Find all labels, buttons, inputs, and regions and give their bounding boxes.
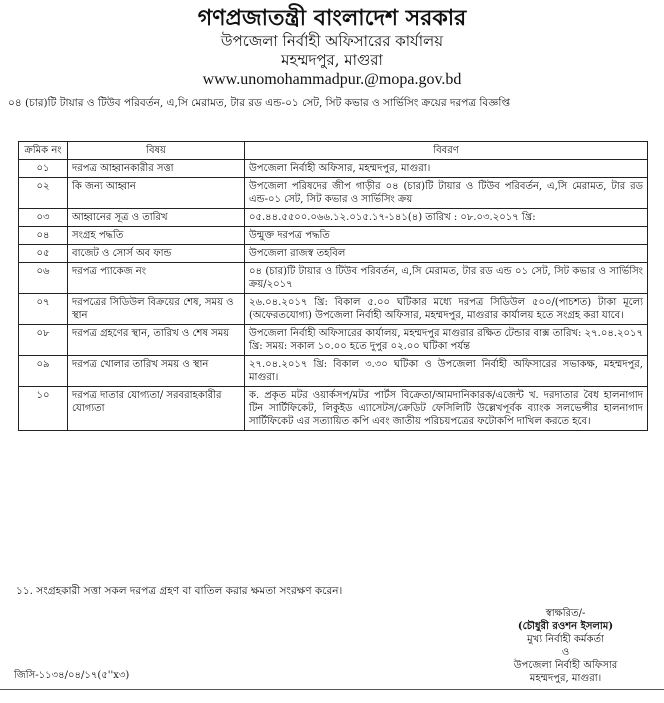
row-detail: ০৫.৪৪.৫৫০০.০৬৬.১২.০১৫.১৭-১৪১(৪) তারিখ : ০৮.০৩.২০১৭ খ্রি: [245, 209, 648, 227]
header-serial: ক্রমিক নং [19, 142, 68, 160]
footnote: ১১. সংগ্রহকারী সত্তা সকল দরপত্র গ্রহণ বা বাতিল করার ক্ষমতা সংরক্ষণ করেন। [16, 585, 343, 597]
signed-label: স্বাক্ষরিত/- [545, 608, 586, 619]
table-row [19, 160, 648, 178]
office-name: উপজেলা নির্বাহী অফিসারের কার্যালয় [220, 32, 444, 50]
row-serial: ০৬ [19, 263, 68, 294]
row-serial: ০৩ [19, 209, 68, 227]
table-row [19, 387, 648, 431]
signature-block [478, 607, 653, 685]
row-subject: কি জন্য আহ্বান [68, 178, 245, 209]
bottom-divider [0, 689, 664, 690]
row-subject: সংগ্রহ পদ্ধতি [68, 227, 245, 245]
signatory-name: (চৌধুরী রওশন ইসলাম) [517, 621, 614, 632]
row-detail: উপজেলা নির্বাহী অফিসারের কার্যালয়, মহম্মদপুর মাগুরার রক্ষিত টেন্ডার বাক্স তারিখ: ২৭.০৪.২০১৭ খ্রি: সময়: সকাল ১০.০০ হতে দুপুর ০২.০০ ঘটিকা পর্যন্ত [245, 325, 648, 356]
row-detail: উপজেলা পরিষদের জীপ গাড়ীর ০৪ (চার)টি টায়ার ও টিউব পরিবর্তন, এ,সি মেরামত, টার রড এন্ড-০১ সেট, সিট কভার ও সার্ভিসিং ক্রয় [245, 178, 648, 209]
header-subject: বিষয় [68, 142, 245, 160]
row-detail: ক. প্রকৃত মটর ওয়ার্কসপ/মটর পার্টস বিক্রেতা/আমদানিকারক/এজেন্ট খ. দরদাতার বৈধ হালনাগাদ টিন সার্টিফিকেট, লিকুইড এ্যাসেটস/ক্রেডিট ফেসিলিটি উল্লেখপূর্বক ব্যাংক সলভেন্সীর হালনাগাদ সার্টিফিকেট এর সত্যায়িত কপি এবং জাতীয় পরিচয়পত্রের ফটোকপি দাখিল করতে হবে। [245, 387, 648, 431]
table-header-row [19, 142, 648, 160]
row-detail: উন্মুক্ত দরপত্র পদ্ধতি [245, 227, 648, 245]
table-row [19, 227, 648, 245]
signatory-place: মহম্মদপুর, মাগুরা। [529, 673, 602, 684]
table-row [19, 209, 648, 227]
row-detail: ২৬.০৪.২০১৭ খ্রি: বিকাল ৫.০০ ঘটিকার মধ্যে দরপত্র সিডিউল ৫০০/(পাচশত) টাকা মূল্যে (অফেরতযোগ্য) উপজেলা নির্বাহী অফিসার, মহম্মদপুর, মাগুরার কার্যালয় হতে সংগ্রহ করা যাবে। [245, 294, 648, 325]
table-row [19, 356, 648, 387]
row-subject: আহ্বানের সূত্র ও তারিখ [68, 209, 245, 227]
row-detail: উপজেলা রাজস্ব তহবিল [245, 245, 648, 263]
office-location: মহম্মদপুর, মাগুরা [281, 51, 383, 69]
row-serial: ০২ [19, 178, 68, 209]
government-title: গণপ্রজাতন্ত্রী বাংলাদেশ সরকার [197, 5, 467, 31]
table-row [19, 178, 648, 209]
row-serial: ০১ [19, 160, 68, 178]
row-subject: দরপত্র প্যাকেজ নং [68, 263, 245, 294]
signatory-designation-2: উপজেলা নির্বাহী অফিসার [513, 660, 618, 671]
row-serial: ০৪ [19, 227, 68, 245]
row-subject: বাজেট ও সোর্স অব ফান্ড [68, 245, 245, 263]
row-subject: দরপত্র খোলার তারিখ সময় ও স্থান [68, 356, 245, 387]
row-serial: ০৮ [19, 325, 68, 356]
and-text: ও [561, 647, 570, 658]
row-serial: ০৫ [19, 245, 68, 263]
row-subject: দরপত্র দাতার যোগ্যতা/ সরবরাহকারীর যোগ্যতা [68, 387, 245, 431]
table-row [19, 245, 648, 263]
reference-code: জিসি-১১৩৪/০৪/১৭(৫''x৩) [14, 670, 130, 681]
row-subject: দরপত্র গ্রহণের স্থান, তারিখ ও শেষ সময় [68, 325, 245, 356]
signatory-designation: মুখ্য নির্বাহী কর্মকর্তা [527, 634, 604, 645]
table-row [19, 325, 648, 356]
notice-subject: ০৪ (চার)টি টায়ার ও টিউব পরিবর্তন, এ,সি মেরামত, টার রড এন্ড-০১ সেট, সিট কভার ও সার্ভিসিং ক্রয়ের দরপত্র বিজ্ঞপ্তি [8, 97, 510, 109]
row-serial: ০৯ [19, 356, 68, 387]
row-detail: ২৭.০৪.২০১৭ খ্রি: বিকাল ৩.৩০ ঘটিকা ও উপজেলা নির্বাহী অফিসারের সভাকক্ষ, মহম্মদপুর, মাগুরা। [245, 356, 648, 387]
row-serial: ০৭ [19, 294, 68, 325]
table-row [19, 263, 648, 294]
website: www.unomohammadpur.@mopa.gov.bd [202, 71, 462, 88]
row-subject: দরপত্রের সিডিউল বিক্রয়ের শেষ, সময় ও স্থান [68, 294, 245, 325]
row-detail: উপজেলা নির্বাহী অফিসার, মহম্মদপুর, মাগুরা। [245, 160, 648, 178]
header [0, 4, 664, 90]
tender-table [18, 141, 648, 431]
row-serial: ১০ [19, 387, 68, 431]
table-row [19, 294, 648, 325]
header-detail: বিবরণ [245, 142, 648, 160]
row-subject: দরপত্র আহ্বানকারীর সত্তা [68, 160, 245, 178]
tender-notice-page [0, 4, 664, 703]
row-detail: ০৪ (চার)টি টায়ার ও টিউব পরিবর্তন, এ,সি মেরামত, টার রড এন্ড ০১ সেট, সিট কভার ও সার্ভিসিং ক্রয়/২০১৭ [245, 263, 648, 294]
